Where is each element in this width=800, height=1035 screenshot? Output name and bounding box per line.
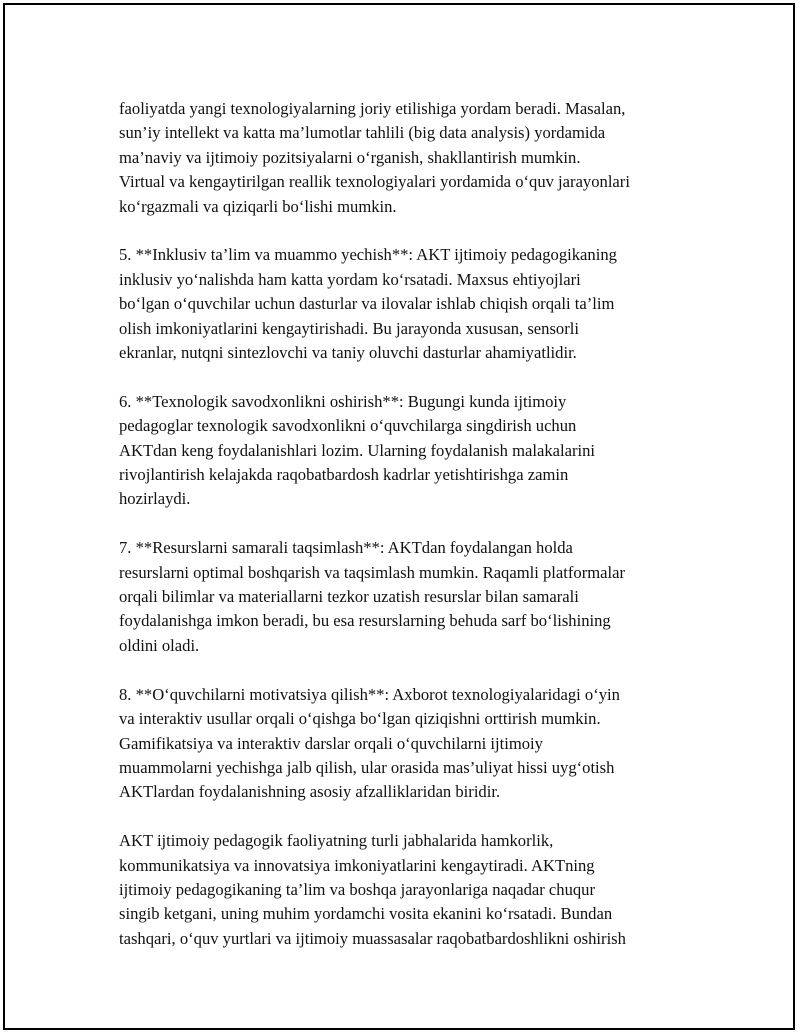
text-line: ijtimoiy pedagogikaning ta’lim va boshqa jarayonlariga naqadar chuqur: [119, 879, 596, 899]
paragraph-item-6: [119, 390, 699, 512]
text-line: inklusiv yo‘nalishda ham katta yordam ko‘rsatadi. Maxsus ehtiyojlari: [119, 269, 581, 289]
text-line: pedagoglar texnologik savodxonlikni o‘quvchilarga singdirish uchun: [119, 416, 577, 436]
text-line: AKTdan keng foydalanishlari lozim. Ularning foydalanish malakalarini: [119, 440, 596, 460]
text-line: AKT ijtimoiy pedagogik faoliyatning turli jabhalarida hamkorlik,: [119, 831, 554, 851]
page-frame: [3, 3, 795, 1030]
text-line: AKTlardan foydalanishning asosiy afzalliklaridan biridir.: [119, 782, 501, 802]
text-line: muammolarni yechishga jalb qilish, ular orasida mas’uliyat hissi uyg‘otish: [119, 757, 615, 777]
text-line: Virtual va kengaytirilgan reallik texnologiyalari yordamida o‘quv jarayonlari: [119, 172, 630, 192]
text-line: Gamifikatsiya va interaktiv darslar orqali o‘quvchilarni ijtimoiy: [119, 733, 543, 753]
text-line: 6. **Texnologik savodxonlikni oshirish**: Bugungi kunda ijtimoiy: [119, 391, 567, 411]
text-line: foydalanishga imkon beradi, bu esa resurslarning behuda sarf bo‘lishining: [119, 611, 611, 631]
text-line: ma’naviy va ijtimoiy pozitsiyalarni o‘rganish, shakllantirish mumkin.: [119, 147, 581, 167]
text-line: hozirlaydi.: [119, 489, 191, 509]
text-line: 7. **Resurslarni samarali taqsimlash**: AKTdan foydalangan holda: [119, 538, 573, 558]
text-line: olish imkoniyatlarini kengaytirishadi. Bu jarayonda xususan, sensorli: [119, 318, 579, 338]
paragraph-item-5: [119, 243, 699, 365]
text-line: va interaktiv usullar orqali o‘qishga bo‘lgan qiziqishni orttirish mumkin.: [119, 709, 601, 729]
text-line: oldini oladi.: [119, 635, 200, 655]
paragraph-item-7: [119, 536, 699, 658]
text-line: bo‘lgan o‘quvchilar uchun dasturlar va ilovalar ishlab chiqish orqali ta’lim: [119, 294, 615, 314]
text-line: kommunikatsiya va innovatsiya imkoniyatlarini kengaytiradi. AKTning: [119, 855, 595, 875]
text-line: resurslarni optimal boshqarish va taqsimlash mumkin. Raqamli platformalar: [119, 562, 626, 582]
paragraph-intro-continuation: [119, 97, 699, 219]
paragraph-item-8: [119, 683, 699, 805]
text-line: faoliyatda yangi texnologiyalarning joriy etilishiga yordam beradi. Masalan,: [119, 99, 626, 118]
text-line: 8. **O‘quvchilarni motivatsiya qilish**: Axborot texnologiyalaridagi o‘yin: [119, 684, 620, 704]
text-line: singib ketgani, uning muhim yordamchi vosita ekanini ko‘rsatadi. Bundan: [119, 904, 613, 924]
text-line: 5. **Inklusiv ta’lim va muammo yechish**: AKT ijtimoiy pedagogikaning: [119, 245, 617, 265]
paragraph-conclusion: [119, 829, 699, 951]
text-line: ko‘rgazmali va qiziqarli bo‘lishi mumkin.: [119, 196, 397, 216]
document-body: [119, 97, 699, 951]
text-line: rivojlantirish kelajakda raqobatbardosh kadrlar yetishtirishga zamin: [119, 465, 569, 485]
text-line: sun’iy intellekt va katta ma’lumotlar tahlili (big data analysis) yordamida: [119, 123, 606, 143]
text-line: orqali bilimlar va materiallarni tezkor uzatish resurslar bilan samarali: [119, 587, 579, 607]
text-line: tashqari, o‘quv yurtlari va ijtimoiy muassasalar raqobatbardoshlikni oshirish: [119, 928, 626, 948]
text-line: ekranlar, nutqni sintezlovchi va taniy oluvchi dasturlar ahamiyatlidir.: [119, 343, 577, 363]
